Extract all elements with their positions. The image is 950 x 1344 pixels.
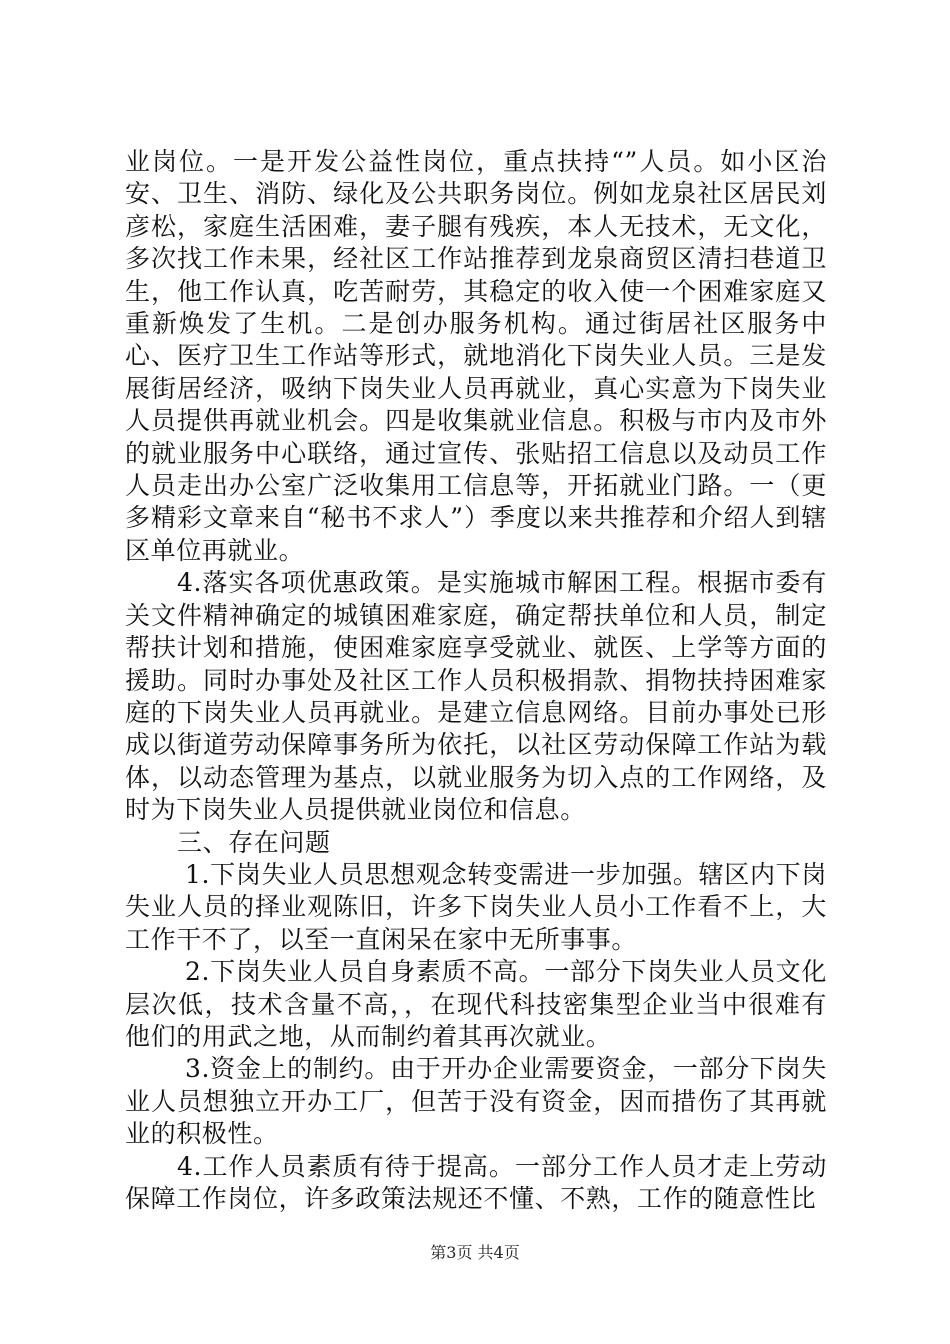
paragraph-problem-1: 1.下岗失业人员思想观念转变需进一步加强。辖区内下岗失业人员的择业观陈旧，许多下岗失业人员小工作看不上，大工作干不了，以至一直闲呆在家中无所事事。 xyxy=(125,859,827,954)
page-footer: 第3页 共4页 xyxy=(430,1243,520,1262)
paragraph-problem-3: 3.资金上的制约。由于开办企业需要资金，一部分下岗失业人员想独立开办工厂，但苦于没有资金，因而措伤了其再就业的积极性。 xyxy=(125,1054,827,1149)
paragraph-preferential-policies: 4.落实各项优惠政策。是实施城市解困工程。根据市委有关文件精神确定的城镇困难家庭，确定帮扶单位和人员，制定帮扶计划和措施，使困难家庭享受就业、就医、上学等方面的援助。同时办事处及社区工作人员积极捐款、捐物扶持困难家庭的下岗失业人员再就业。是建立信息网络。目前办事处已形成以街道劳动保障事务所为依托，以社区劳动保障工作站为载体，以动态管理为基点，以就业服务为切入点的工作网络，及时为下岗失业人员提供就业岗位和信息。 xyxy=(125,568,827,825)
document-body xyxy=(125,146,827,1215)
paragraph-problem-2: 2.下岗失业人员自身素质不高。一部分下岗失业人员文化层次低，技术含量不高，，在现代科技密集型企业当中很难有他们的用武之地，从而制约着其再次就业。 xyxy=(125,957,827,1051)
paragraph-problem-4: 4.工作人员素质有待于提高。一部分工作人员才走上劳动保障工作岗位，许多政策法规还不懂、不熟，工作的随意性比 xyxy=(125,1151,827,1213)
section-heading-problems: 三、存在问题 xyxy=(177,827,331,857)
paragraph-continued: 业岗位。一是开发公益性岗位，重点扶持“”人员。如小区治安、卫生、消防、绿化及公共职务岗位。例如龙泉社区居民刘彦松，家庭生活困难，妻子腿有残疾，本人无技术，无文化，多次找工作未果，经社区工作站推荐到龙泉商贸区清扫巷道卫生，他工作认真，吃苦耐劳，其稳定的收入使一个困难家庭又重新焕发了生机。二是创办服务机构。通过街居社区服务中心、医疗卫生工作站等形式，就地消化下岗失业人员。三是发展街居经济，吸纳下岗失业人员再就业，真心实意为下岗失业人员提供再就业机会。四是收集就业信息。积极与市内及市外的就业服务中心联络，通过宣传、张贴招工信息以及动员工作人员走出办公室广泛收集用工信息等，开拓就业门路。一（更多精彩文章来自“秘书不求人”）季度以来共推荐和介绍人到辖区单位再就业。 xyxy=(125,147,827,565)
